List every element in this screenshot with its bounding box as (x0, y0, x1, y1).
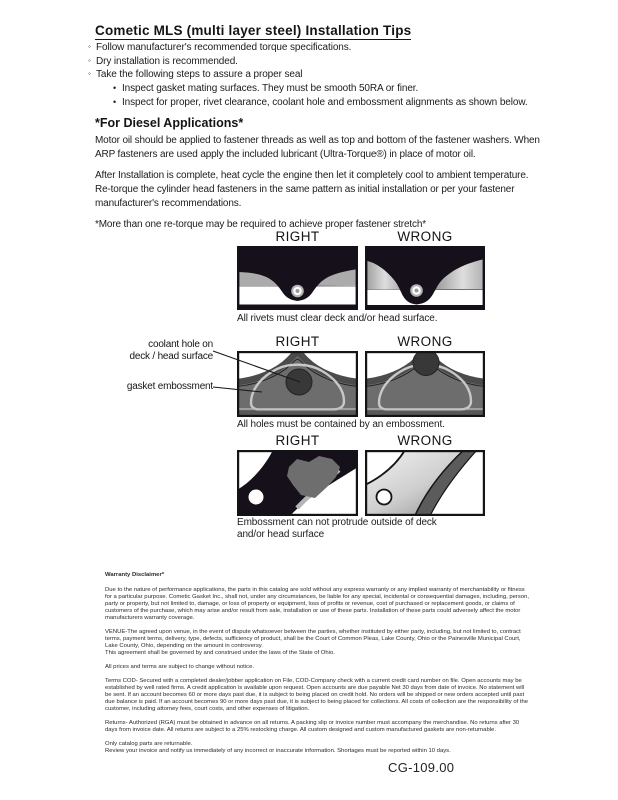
pair3-wrong-label: WRONG (397, 433, 453, 448)
coolant-hole-annotation (108, 339, 213, 362)
pair3-right-label: RIGHT (275, 433, 320, 448)
pair2-right-label: RIGHT (275, 334, 320, 349)
tip-text: Inspect for proper, rivet clearance, coolant hole and embossment alignments as shown below. (122, 96, 528, 108)
disclaimer-paragraph: Due to the nature of performance applications, the parts in this catalog are sold without any express warranty or any implied warranty of merchantability or fitness for a particular purpose. Cometic Gasket Inc., shall not, under any circumstances, be liable for any special, incidental or consequential damages, including, person, party or property, but not limited to, damage, or loss of property or equipment, loss of profits or revenue, cost of purchased or replacement goods, or claims of customers of the purchase, which may arise and/or result from sale, installation or use of these parts. Installation of these parts could adversely affect the motor manufacturers warranty coverage. (105, 587, 530, 621)
installation-tips-list (88, 41, 558, 110)
pair1-right-label: RIGHT (275, 229, 320, 244)
bolt-hole-icon (249, 490, 264, 505)
list-item (113, 96, 558, 110)
disclaimer-heading: Warranty Disclaimer* (105, 572, 165, 578)
disclaimer-paragraph: All prices and terms are subject to change without notice. (105, 664, 254, 670)
list-item (88, 68, 558, 82)
disclaimer-paragraph: Only catalog parts are returnable. (105, 741, 193, 747)
pair1-wrong-label: WRONG (397, 229, 453, 244)
dot-bullet-icon: • (113, 96, 117, 107)
disclaimer-paragraph: Terms COD- Secured with a completed dealer/jobber application on File, COD-Company check with a current credit card number on file. Open accounts may be established by well rated firms. A credit application is available upon request. Open accounts are due payable Net 30 days from date of invoice. No statement will be sent. If an account becomes 60 or more days past due, it is subject to being placed on credit hold. No orders will be shipped or new orders accepted until past due balance is paid. If an account becomes 90 or more days past due, it is subject to being placed for collections. All costs of collection are the responsibility of the customer, including attorney fees, court costs, and other expenses of litigation. (105, 678, 529, 712)
pair3-caption: Embossment can not protrude outside of deck and/or head surface (237, 517, 437, 540)
list-item (88, 55, 558, 69)
coolant-hole-icon (413, 351, 439, 376)
hole-embossment-right-diagram (237, 351, 358, 417)
tip-text: Take the following steps to assure a proper seal (96, 69, 303, 81)
rivet-clearance-right-diagram (237, 246, 358, 310)
gasket-embossment-annotation: gasket embossment (126, 381, 213, 392)
list-item (88, 41, 558, 55)
protrusion-wrong-diagram (365, 450, 485, 516)
retorque-note: *More than one re-torque may be required to achieve proper fastener stretch* (95, 219, 427, 230)
diesel-paragraph-1: Motor oil should be applied to fastener threads as well as top and bottom of the fastener washers. When ARP fasteners are used apply the included lubricant (Ultra-Torque®) in place of motor oil. (95, 135, 540, 160)
list-item (113, 82, 558, 96)
pair2-wrong-label: WRONG (397, 334, 453, 349)
page-number: CG-109.00 (388, 760, 455, 775)
tip-text: Dry installation is recommended. (96, 55, 238, 67)
page-title: Cometic MLS (multi layer steel) Installation Tips (95, 23, 412, 38)
circle-bullet-icon: ◦ (88, 69, 91, 79)
annotation-text: deck / head surface (129, 350, 213, 362)
tip-text: Follow manufacturer's recommended torque specifications. (96, 42, 352, 53)
annotation-text: coolant hole on (148, 339, 213, 350)
disclaimer-paragraph: VENUE-The agreed upon venue, in the event of dispute whatsoever between the parties, whether instituted by either party, including, but not limited to, contract terms, payment terms, delivery, type, defects, sufficiency of product, shall be the Court of Common Pleas, Lake County, Ohio or the Painesville Municipal Court, Lake County, Ohio, depending on the amount in controversy. (105, 629, 521, 649)
coolant-hole-icon (286, 369, 312, 395)
circle-bullet-icon: ◦ (88, 55, 91, 65)
circle-bullet-icon: ◦ (88, 42, 91, 51)
warranty-disclaimer (105, 572, 531, 762)
diesel-paragraph-2: After Installation is complete, heat cycle the engine then let it completely cool to ambient temperature. Re-torque the cylinder head fasteners in the same pattern as initial installation or per your fastener manufacturer's recommendations. (95, 170, 529, 209)
protrusion-right-diagram (237, 450, 358, 516)
disclaimer-paragraph: Review your invoice and notify us immediately of any incorrect or inaccurate information. Shortages must be reported within 10 days. (105, 748, 451, 754)
pair1-caption: All rivets must clear deck and/or head surface. (237, 313, 438, 324)
pair2-caption: All holes must be contained by an embossment. (237, 419, 445, 430)
hole-embossment-wrong-diagram (365, 351, 485, 417)
disclaimer-paragraph: Returns- Authorized (RGA) must be obtained in advance on all returns. A packing slip or invoice number must accompany the merchandise. No returns after 30 days from invoice date. All returns are subject to a 25% restocking charge. All custom designed and custom manufactured gaskets are non-returnable. (105, 720, 520, 733)
dot-bullet-icon: • (113, 83, 117, 94)
disclaimer-paragraph: This agreement shall be governed by and construed under the laws of the State of Ohio. (105, 650, 335, 656)
tip-text: Inspect gasket mating surfaces. They must be smooth 50RA or finer. (122, 83, 419, 95)
rivet-clearance-wrong-diagram (365, 246, 485, 310)
bolt-hole-icon (377, 490, 392, 505)
diesel-applications-heading: *For Diesel Applications* (95, 116, 244, 130)
